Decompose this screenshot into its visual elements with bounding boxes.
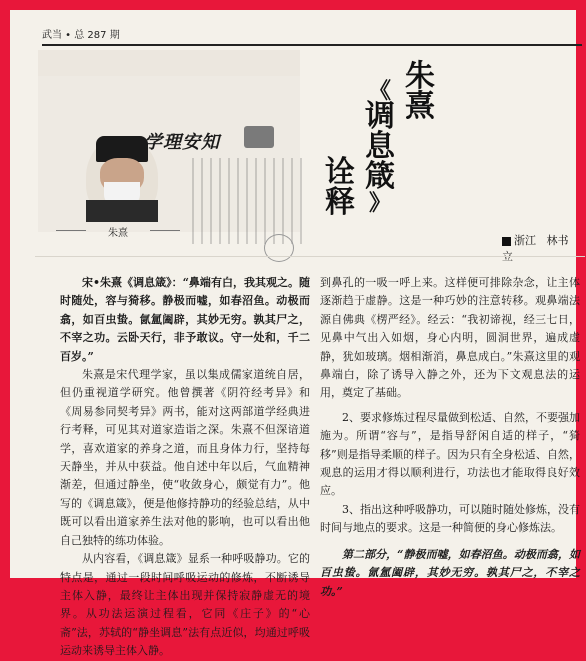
title-char: 调 bbox=[365, 99, 395, 134]
left-paragraph-2: 从内容看，《调息箴》显系一种呼吸静功。它的特点是，通过一段时间呼吸运动的修炼，不断诱导主体入静，最终让主体出现并保持寂静虚无的境界。从功法运演过程看，它同《庄子》的“心斋”法，苏轼的“静坐调息”法有点近似，均通过呼吸运动来诱导主体入静。 bbox=[60, 552, 310, 658]
calligraphy-title: 学理安知 bbox=[144, 132, 220, 153]
author-name: 林书立 bbox=[502, 234, 569, 263]
title-char: 》 bbox=[368, 190, 391, 216]
page-header bbox=[42, 24, 582, 46]
title-column-name bbox=[400, 59, 440, 124]
right-column bbox=[320, 274, 580, 601]
magazine-page bbox=[10, 10, 580, 658]
left-quote: 宋•朱熹《调息箴》：“鼻端有白，我其观之。随时随处，容与猗移。静极而嘘，如春沼鱼。动极而翕，如百虫蛰。氤氲阖辟，其妙无穷。孰其尸之，不宰之功。云卧天行，非予敢议。守一处和，千二百岁。” bbox=[60, 276, 310, 363]
square-marker-icon bbox=[502, 237, 511, 246]
right-paragraph-1: 到鼻孔的一吸一呼上来。这样便可排除杂念，让主体逐渐趋于虚静。这是一种巧妙的注意转移。观鼻端法源自佛典《楞严经》。经云：“我初谛视，经三七日，见鼻中气出入如烟，身心内明，圆洞世界，遍成虚静，犹如玻璃。烟相渐消，鼻息成白。”朱熹这里的观鼻端白，除了诱导入静之外，还为下文观息法的运用，奠定了基础。 bbox=[320, 276, 580, 400]
issue-label: 武当 • 总 287 期 bbox=[42, 30, 120, 41]
title-column-commentary bbox=[320, 155, 360, 220]
title-char: 朱 bbox=[405, 59, 435, 94]
left-paragraph-1: 朱熹是宋代理学家，虽以集成儒家道统自居，但仍重视道学研究。他曾撰著《阴符经考异》和《周易参同契考异》两书，能对这两部道学经典进行考释，可见其对道家造诣之深。朱熹不但深谙道学，喜欢道家的养身之道，而且身体力行，坚持每天静坐，并从中获益。他自述中年以后，气血精神渐差，但通过静坐，使“收敛身心，颇觉有力”。他写的《调息箴》，便是他修持静功的经验总结，从中既可以看出道家养生法对他的影响，也可以看出他自己独特的练功体验。 bbox=[60, 368, 310, 547]
title-char: 箴 bbox=[365, 159, 395, 194]
seal-stamp bbox=[244, 126, 274, 148]
author-location: 浙江 bbox=[514, 234, 536, 247]
right-paragraph-2: 2、要求修炼过程尽量做到松适、自然，不要强加施为。所谓“容与”，是指导舒闲自适的样子，“猗移”则是指导柔顺的样子。因为只有全身松适、自然，观息的运用才得以顺利进行，功法也才能取得良好效应。 bbox=[320, 410, 580, 498]
title-char: 《 bbox=[368, 78, 391, 104]
title-char: 释 bbox=[325, 185, 355, 220]
right-quote: 第二部分，“静极而嘘，如春沼鱼。动极而翕，如百虫蛰。氤氲阖辟，其妙无穷。孰其尸之，不宰之功。” bbox=[320, 547, 580, 598]
title-char: 熹 bbox=[405, 89, 435, 124]
right-paragraph-3: 3、指出这种呼吸静功，可以随时随处修炼，没有时间与地点的要求。这是一种简便的身心修炼法。 bbox=[320, 502, 580, 535]
illustration-top-strip bbox=[38, 50, 300, 76]
portrait-caption: 朱熹 bbox=[38, 224, 198, 239]
portrait-illustration bbox=[38, 50, 300, 239]
section-divider bbox=[35, 256, 585, 257]
title-column-work bbox=[360, 80, 400, 214]
flower-ornament-icon bbox=[264, 234, 294, 262]
byline bbox=[502, 232, 576, 264]
title-char: 诠 bbox=[325, 155, 355, 190]
calligraphy-script-block bbox=[192, 158, 302, 244]
left-column bbox=[60, 274, 310, 661]
title-char: 息 bbox=[365, 129, 395, 164]
robe-shape bbox=[86, 200, 158, 222]
